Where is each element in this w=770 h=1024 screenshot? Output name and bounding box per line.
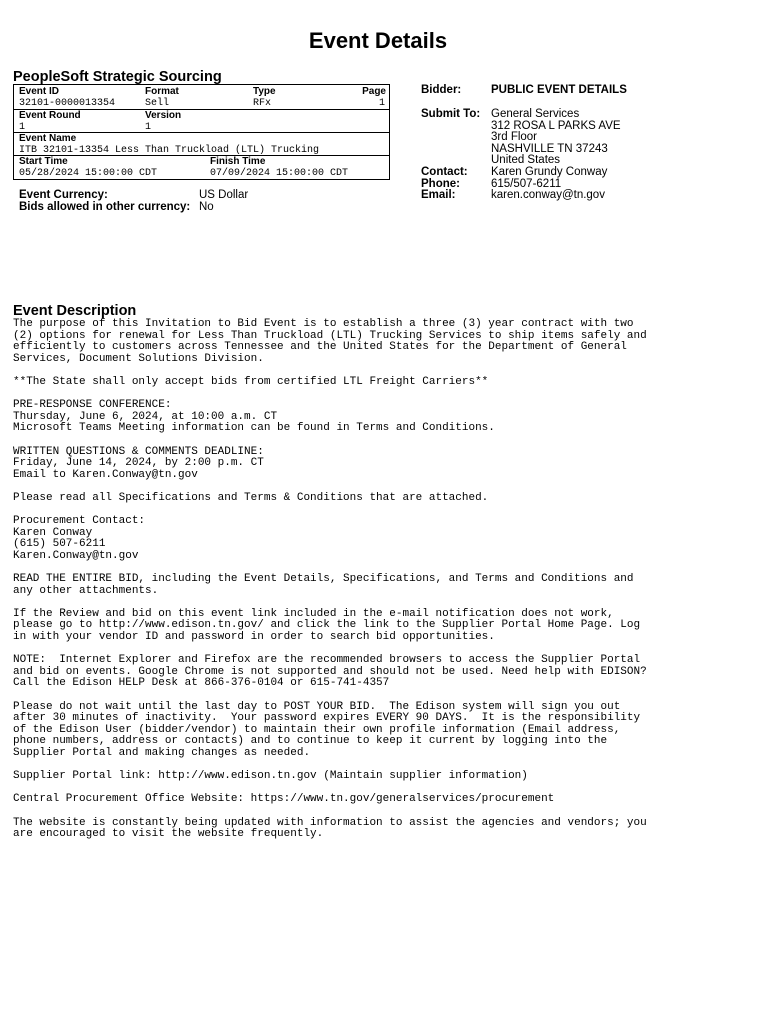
description-paragraph: Supplier Portal link: http://www.edison.tn.gov (Maintain supplier information): [13, 770, 528, 783]
start-time-label: Start Time: [19, 156, 68, 167]
page-label: Page: [362, 86, 386, 97]
description-paragraph: The purpose of this Invitation to Bid Event is to establish a three (3) year contract with two (2) options for renewal for Less Than Truckload (LTL) Trucking Services to ship items safely and efficiently to customers across Tennessee and the United States for the Department of General Services, Document Solutions Division.: [13, 318, 647, 365]
description-paragraph: Procurement Contact: Karen Conway (615) 507-6211 Karen.Conway@tn.gov: [13, 515, 146, 562]
event-currency-value: US Dollar: [199, 189, 249, 201]
page-value: 1: [378, 98, 385, 109]
submit-to-line: 3rd Floor: [491, 131, 538, 143]
description-paragraph: **The State shall only accept bids from certified LTL Freight Carriers**: [13, 375, 489, 388]
phone-label: Phone:: [421, 178, 460, 190]
submit-to-line: General Services: [491, 108, 580, 120]
version-label: Version: [145, 110, 182, 121]
event-name-value: ITB 32101-13354 Less Than Truckload (LTL) Trucking: [19, 145, 320, 156]
description-paragraph: WRITTEN QUESTIONS & COMMENTS DEADLINE: Friday, June 14, 2024, by 2:00 p.m. CT Email to Karen.Conway@tn.gov: [13, 445, 264, 481]
type-value: RFx: [253, 98, 272, 109]
description-paragraph: The website is constantly being updated with information to assist the agencies and vendors; you are encouraged to visit the website frequently.: [13, 816, 647, 841]
start-time-value: 05/28/2024 15:00:00 CDT: [19, 168, 158, 179]
description-paragraph: NOTE: Internet Explorer and Firefox are the recommended browsers to access the Supplier Portal and bid on events. Google Chrome is not supported and should not be used. Need help with EDISON? Call the Edison HELP Desk at 866-376-0104 or 615-741-4357: [13, 654, 647, 690]
phone-value: 615/507-6211: [491, 178, 562, 190]
format-label: Format: [145, 86, 179, 97]
page-title: Event Details: [308, 28, 448, 53]
event-id-label: Event ID: [19, 86, 60, 97]
other-currency-value: No: [199, 201, 214, 213]
event-round-value: 1: [19, 122, 26, 133]
event-info-box: [13, 84, 390, 180]
contact-value: Karen Grundy Conway: [491, 166, 608, 178]
finish-time-value: 07/09/2024 15:00:00 CDT: [210, 168, 349, 179]
format-value: Sell: [145, 98, 170, 109]
bidder-value: PUBLIC EVENT DETAILS: [491, 84, 627, 96]
description-paragraph: If the Review and bid on this event link included in the e-mail notification does not work, please go to http://www.edison.tn.gov/ and click the link to the Supplier Portal Home Page. Log in with your vendor ID and password in order to search bid opportunities.: [13, 607, 641, 644]
submit-to-label: Submit To:: [421, 108, 481, 120]
system-name: PeopleSoft Strategic Sourcing: [13, 69, 222, 85]
description-paragraph: READ THE ENTIRE BID, including the Event Details, Specifications, and Terms and Conditions and any other attachments.: [13, 573, 634, 597]
submit-to-line: United States: [491, 154, 561, 166]
event-round-label: Event Round: [19, 110, 81, 121]
event-description-heading: Event Description: [13, 303, 137, 319]
bidder-label: Bidder:: [421, 84, 462, 96]
description-paragraph: PRE-RESPONSE CONFERENCE: Thursday, June 6, 2024, at 10:00 a.m. CT Microsoft Teams Meeting information can be found in Terms and Conditions.: [13, 399, 495, 435]
description-paragraph: Please do not wait until the last day to POST YOUR BID. The Edison system will sign you out after 30 minutes of inactivity. Your password expires EVERY 90 DAYS. It is the responsibility of the Edison User (bidder/vendor) to maintain their own profile information (Email address, phone numbers, address or contacts) and to continue to keep it current by logging into the Supplier Portal and making changes as needed.: [13, 700, 641, 759]
description-paragraph: Please read all Specifications and Terms & Conditions that are attached.: [13, 491, 489, 504]
event-id-value: 32101-0000013354: [19, 98, 116, 109]
email-label: Email:: [421, 189, 456, 201]
email-value: karen.conway@tn.gov: [491, 189, 605, 201]
submit-to-line: NASHVILLE TN 37243: [491, 143, 608, 155]
event-name-label: Event Name: [19, 133, 77, 144]
submit-to-line: 312 ROSA L PARKS AVE: [491, 120, 621, 132]
type-label: Type: [253, 86, 276, 97]
contact-label: Contact:: [421, 166, 468, 178]
other-currency-label: Bids allowed in other currency:: [19, 201, 191, 213]
finish-time-label: Finish Time: [210, 156, 266, 167]
version-value: 1: [145, 122, 152, 133]
description-paragraph: Central Procurement Office Website: https://www.tn.gov/generalservices/procurement: [13, 793, 555, 806]
event-description-body: [13, 319, 753, 852]
event-currency-label: Event Currency:: [19, 189, 108, 201]
